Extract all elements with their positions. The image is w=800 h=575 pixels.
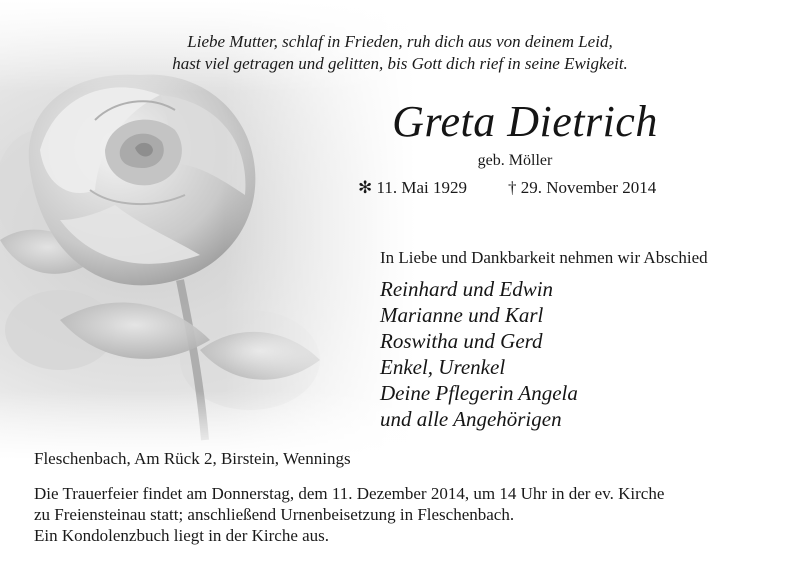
verse-line-1: Liebe Mutter, schlaf in Frieden, ruh dich aus von deinem Leid, [187,32,613,51]
mourner-item: Roswitha und Gerd [380,329,543,353]
mourners-list [380,276,578,432]
service-line-2: zu Freiensteinau statt; anschließend Urnenbeisetzung in Fleschenbach. [34,505,515,524]
service-line-3: Ein Kondolenzbuch liegt in der Kirche aus. [34,526,330,545]
birth-date: ✻ 11. Mai 1929 [358,178,467,197]
family-address: Fleschenbach, Am Rück 2, Birstein, Wennings [34,449,351,468]
mourner-item: Enkel, Urenkel [380,355,506,379]
service-line-1: Die Trauerfeier findet am Donnerstag, dem 11. Dezember 2014, um 14 Uhr in der ev. Kirche [34,484,665,503]
death-date: † 29. November 2014 [508,178,657,197]
deceased-name: Greta Dietrich [392,97,658,146]
mourner-item: Reinhard und Edwin [380,277,554,301]
birth-name: geb. Möller [477,152,553,169]
mourner-item: und alle Angehörigen [380,407,562,431]
mourner-item: Deine Pflegerin Angela [380,381,578,405]
funeral-service-info [34,483,664,546]
verse-line-2: hast viel getragen und gelitten, bis Gott dich rief in seine Ewigkeit. [172,54,628,73]
memorial-verse [0,31,800,75]
mourner-item: Marianne und Karl [380,303,544,327]
farewell-intro: In Liebe und Dankbarkeit nehmen wir Abschied [380,248,708,267]
